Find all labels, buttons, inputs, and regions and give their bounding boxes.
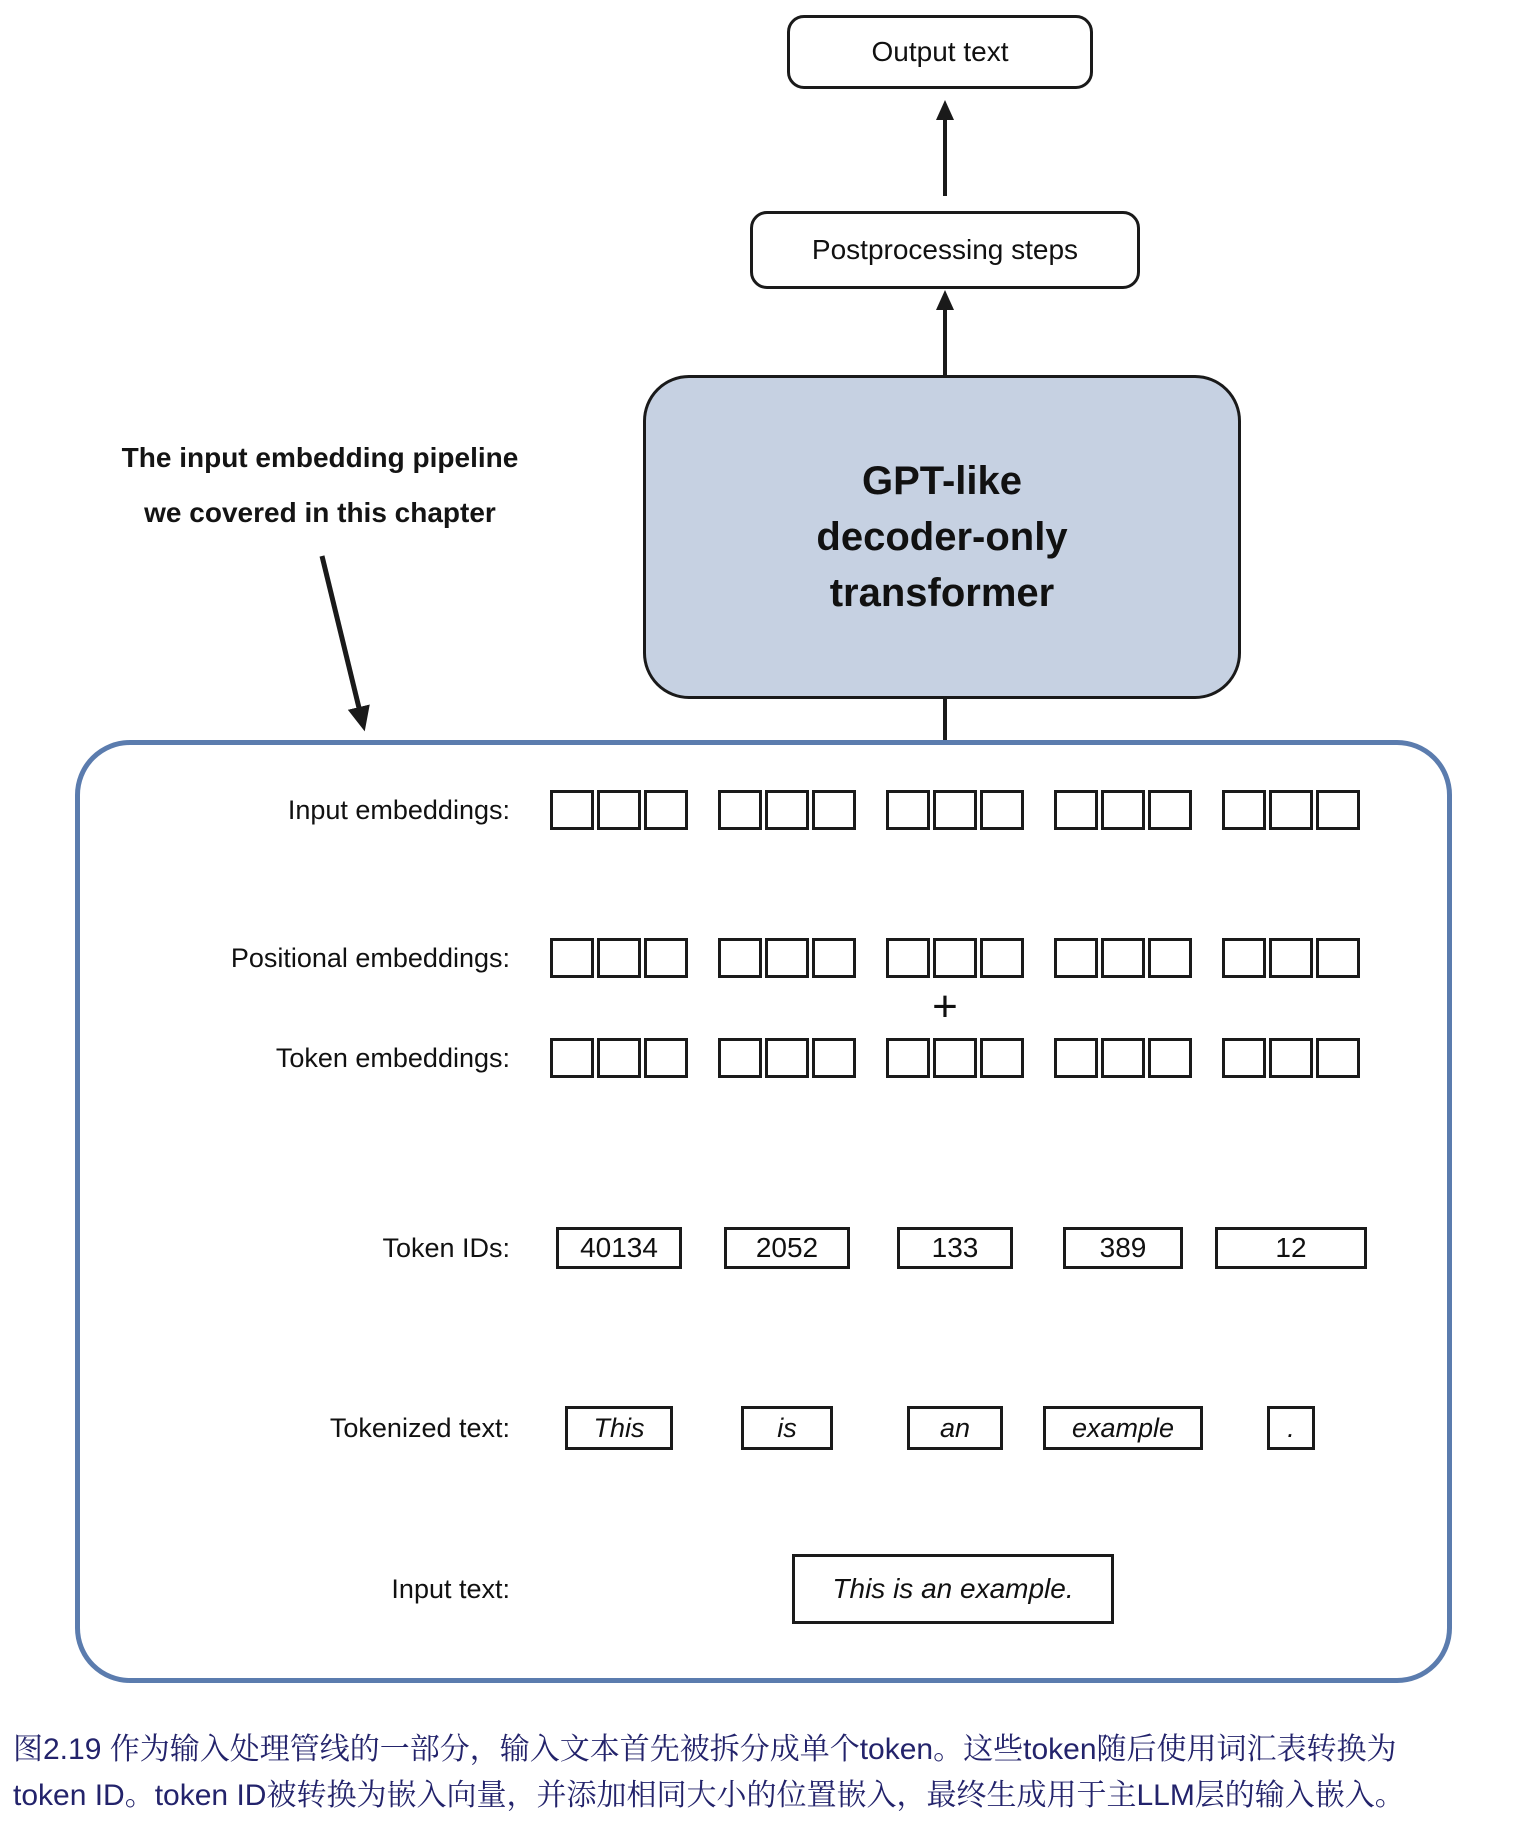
embedding-vector-group bbox=[1054, 1038, 1192, 1078]
input-embeddings-label: Input embeddings: bbox=[287, 795, 510, 825]
gpt-box-line-3: transformer bbox=[829, 571, 1055, 615]
embedding-cell bbox=[597, 938, 641, 978]
embedding-cell bbox=[1316, 1038, 1360, 1078]
embedding-cell bbox=[1222, 790, 1266, 830]
token-id-box: 389 bbox=[1063, 1227, 1183, 1269]
caption-line-2: token ID。token ID被转换为嵌入向量，并添加相同大小的位置嵌入，最终生成用于主LLM层的输入嵌入。 bbox=[13, 1779, 1405, 1812]
embedding-cell bbox=[765, 938, 809, 978]
embedding-cell bbox=[1101, 938, 1145, 978]
token-box: This bbox=[565, 1406, 673, 1450]
output-text-label: Output text bbox=[871, 36, 1009, 67]
token-ids-label: Token IDs: bbox=[382, 1233, 510, 1263]
embedding-cell bbox=[765, 790, 809, 830]
input-text-value: This is an example. bbox=[832, 1573, 1074, 1604]
embedding-cell bbox=[1269, 790, 1313, 830]
embedding-cell bbox=[1148, 1038, 1192, 1078]
embedding-cell bbox=[550, 1038, 594, 1078]
embedding-vector-group bbox=[886, 938, 1024, 978]
embedding-vector-group bbox=[550, 1038, 688, 1078]
token-box: is bbox=[741, 1406, 833, 1450]
positional-embeddings-label: Positional embeddings: bbox=[230, 943, 510, 973]
embedding-vector-group bbox=[886, 790, 1024, 830]
input-text-box bbox=[792, 1554, 1114, 1624]
tokenized-text-label: Tokenized text: bbox=[329, 1413, 510, 1443]
token-embeddings-label: Token embeddings: bbox=[275, 1043, 510, 1073]
embedding-cell bbox=[1054, 1038, 1098, 1078]
embedding-pipeline-container bbox=[75, 740, 1452, 1683]
token-id-box: 2052 bbox=[724, 1227, 850, 1269]
token-id-box: 40134 bbox=[556, 1227, 682, 1269]
embedding-cell bbox=[1222, 1038, 1266, 1078]
embedding-cell bbox=[1148, 938, 1192, 978]
annotation-line-1: The input embedding pipeline bbox=[121, 442, 519, 473]
annotation-text bbox=[85, 430, 555, 540]
embedding-vector-group bbox=[718, 1038, 856, 1078]
embedding-cell bbox=[1316, 938, 1360, 978]
positional-embeddings-cells-row bbox=[550, 938, 1360, 978]
token-id-box: 12 bbox=[1215, 1227, 1367, 1269]
embedding-vector-group bbox=[1222, 1038, 1360, 1078]
embedding-cell bbox=[933, 1038, 977, 1078]
embedding-cell bbox=[550, 790, 594, 830]
embedding-cell bbox=[1269, 1038, 1313, 1078]
embedding-cell bbox=[886, 938, 930, 978]
plus-sign: + bbox=[932, 982, 958, 1031]
embedding-vector-group bbox=[718, 938, 856, 978]
embedding-cell bbox=[1316, 790, 1360, 830]
embedding-vector-group bbox=[886, 1038, 1024, 1078]
postprocessing-box bbox=[750, 211, 1140, 289]
embedding-cell bbox=[812, 938, 856, 978]
embedding-vector-group bbox=[1222, 790, 1360, 830]
embedding-cell bbox=[1222, 938, 1266, 978]
embedding-cell bbox=[933, 938, 977, 978]
figure-caption bbox=[13, 1727, 1509, 1819]
embedding-cell bbox=[980, 790, 1024, 830]
embedding-cell bbox=[718, 790, 762, 830]
embedding-cell bbox=[1101, 790, 1145, 830]
token-box: an bbox=[907, 1406, 1003, 1450]
embedding-cell bbox=[718, 1038, 762, 1078]
embedding-cell bbox=[718, 938, 762, 978]
annotation-pointer-arrow bbox=[322, 556, 360, 712]
embedding-cell bbox=[886, 1038, 930, 1078]
output-text-box bbox=[787, 15, 1093, 89]
embedding-cell bbox=[644, 790, 688, 830]
embedding-vector-group bbox=[718, 790, 856, 830]
embedding-cell bbox=[1054, 790, 1098, 830]
embedding-vector-group bbox=[1054, 938, 1192, 978]
embedding-cell bbox=[812, 790, 856, 830]
postprocessing-label: Postprocessing steps bbox=[811, 234, 1079, 265]
gpt-transformer-box bbox=[643, 375, 1241, 699]
annotation-line-2: we covered in this chapter bbox=[144, 497, 496, 528]
embedding-vector-group bbox=[550, 790, 688, 830]
embedding-cell bbox=[644, 938, 688, 978]
token-box: example bbox=[1043, 1406, 1203, 1450]
embedding-cell bbox=[980, 938, 1024, 978]
embedding-cell bbox=[1148, 790, 1192, 830]
input-text-label: Input text: bbox=[391, 1574, 510, 1604]
gpt-box-line-1: GPT-like bbox=[861, 459, 1023, 503]
embedding-vector-group bbox=[550, 938, 688, 978]
token-box: . bbox=[1267, 1406, 1315, 1450]
token-embeddings-cells-row bbox=[550, 1038, 1360, 1078]
embedding-cell bbox=[812, 1038, 856, 1078]
embedding-vector-group bbox=[1222, 938, 1360, 978]
embedding-cell bbox=[1054, 938, 1098, 978]
embedding-cell bbox=[765, 1038, 809, 1078]
token-id-box: 133 bbox=[897, 1227, 1013, 1269]
embedding-cell bbox=[1101, 1038, 1145, 1078]
embedding-cell bbox=[597, 790, 641, 830]
embedding-vector-group bbox=[1054, 790, 1192, 830]
embedding-cell bbox=[886, 790, 930, 830]
embedding-cell bbox=[933, 790, 977, 830]
embedding-cell bbox=[550, 938, 594, 978]
embedding-cell bbox=[597, 1038, 641, 1078]
embedding-cell bbox=[980, 1038, 1024, 1078]
input-embeddings-cells-row bbox=[550, 790, 1360, 830]
embedding-cell bbox=[644, 1038, 688, 1078]
gpt-box-line-2: decoder-only bbox=[816, 515, 1068, 559]
embedding-cell bbox=[1269, 938, 1313, 978]
caption-line-1: 图2.19 作为输入处理管线的一部分，输入文本首先被拆分成单个token。这些token随后使用词汇表转换为 bbox=[13, 1733, 1397, 1766]
